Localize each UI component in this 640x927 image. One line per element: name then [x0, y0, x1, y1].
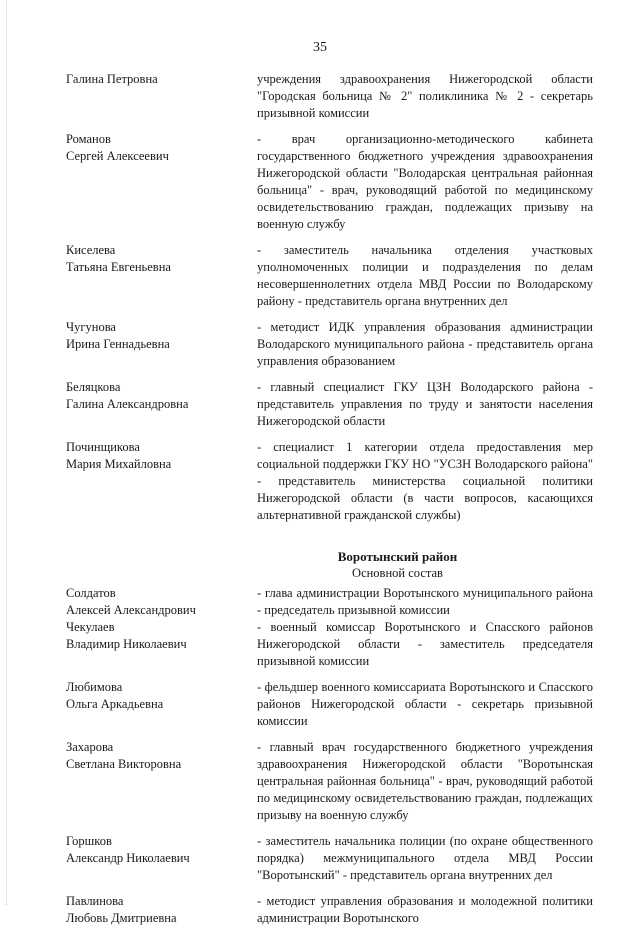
section-title: Воротынский район: [337, 549, 458, 564]
page-edge: [6, 0, 7, 905]
member-surname: Чугунова: [66, 320, 116, 334]
member-role: - заместитель начальника отделения участковых уполномоченных полиции и подразделения по делам несовершеннолетних отдела МВД России по Володарскому району - представитель органа внутренних дел: [257, 243, 593, 308]
member-name: [66, 379, 249, 413]
member-surname: Романов: [66, 132, 111, 146]
member-surname: Чекулаев: [66, 620, 115, 634]
member-name: [66, 679, 249, 713]
member-role: - фельдшер военного комиссариата Воротынского и Спасского районов Нижегородской области - секретарь призывной комиссии: [257, 680, 593, 728]
member-surname: Галина Петровна: [66, 72, 158, 86]
member-role: - глава администрации Воротынского муниципального района - председатель призывной комиссии: [257, 586, 593, 617]
member-name: [66, 893, 249, 927]
member-given-name: Алексей Александрович: [66, 603, 196, 617]
member-surname: Солдатов: [66, 586, 116, 600]
member-surname: Починщикова: [66, 440, 140, 454]
document-body: [66, 71, 594, 927]
member-entry: [66, 71, 594, 122]
member-role: - военный комиссар Воротынского и Спасского районов Нижегородской области - заместитель председателя призывной комиссии: [257, 620, 593, 668]
member-surname: Киселева: [66, 243, 116, 257]
member-entry: [66, 619, 594, 670]
member-surname: Захарова: [66, 740, 114, 754]
member-entry: [66, 131, 594, 233]
member-surname: Любимова: [66, 680, 123, 694]
member-role: - врач организационно-методического кабинета государственного бюджетного учреждения здравоохранения Нижегородской области "Володарская центральная районная больница" - врач, руководящий работой по медицинскому освидетельствованию граждан, подлежащих призыву на военную службу: [257, 132, 593, 231]
member-name: [66, 319, 249, 353]
member-given-name: Татьяна Евгеньевна: [66, 260, 171, 274]
member-entry: [66, 739, 594, 824]
member-role: - главный специалист ГКУ ЦЗН Володарского района - представитель управления по труду и занятости населения Нижегородской области: [257, 380, 593, 428]
member-role: - главный врач государственного бюджетного учреждения здравоохранения Нижегородской области "Воротынская центральная районная больница" - врач, руководящий работой по медицинскому освидетельствованию граждан, подлежащих призыву на военную службу: [257, 740, 593, 822]
member-surname: Горшков: [66, 834, 112, 848]
member-role: - методист управления образования и молодежной политики администрации Воротынского: [257, 894, 593, 925]
member-entry: [66, 679, 594, 730]
member-entry: [66, 242, 594, 310]
member-name: [66, 585, 249, 619]
member-entry: [66, 319, 594, 370]
member-entry: [66, 833, 594, 884]
member-given-name: Светлана Викторовна: [66, 757, 182, 771]
member-entry: [66, 893, 594, 927]
member-name: [66, 131, 249, 165]
member-given-name: Любовь Дмитриевна: [66, 911, 177, 925]
member-role: учреждения здравоохранения Нижегородской области "Городская больница № 2" поликлиника № 2 - секретарь призывной комиссии: [257, 72, 593, 120]
member-name: [66, 71, 249, 88]
member-name: [66, 439, 249, 473]
member-given-name: Ирина Геннадьевна: [66, 337, 170, 351]
member-surname: Беляцкова: [66, 380, 121, 394]
member-entry: [66, 585, 594, 619]
member-role: - методист ИДК управления образования администрации Володарского муниципального района - представитель органа управления образованием: [257, 320, 593, 368]
member-given-name: Александр Николаевич: [66, 851, 190, 865]
member-role: - заместитель начальника полиции (по охране общественного порядка) межмуниципального отдела МВД России "Воротынский" - представитель органа внутренних дел: [257, 834, 593, 882]
member-name: [66, 739, 249, 773]
member-given-name: Владимир Николаевич: [66, 637, 187, 651]
member-given-name: Сергей Алексеевич: [66, 149, 169, 163]
member-given-name: Мария Михайловна: [66, 457, 172, 471]
member-given-name: Галина Александровна: [66, 397, 189, 411]
member-entry: [66, 439, 594, 524]
member-given-name: Ольга Аркадьевна: [66, 697, 164, 711]
member-role: - специалист 1 категории отдела предоставления мер социальной поддержки ГКУ НО "УСЗН Володарского района" - представитель министерства социальной политики Нижегородской области (в части вопросов, касающихся альтернативной гражданской службы): [257, 440, 593, 522]
member-entry: [66, 379, 594, 430]
member-surname: Павлинова: [66, 894, 124, 908]
section-subtitle: Основной состав: [352, 566, 443, 580]
page-number: 35: [313, 40, 327, 55]
member-name: [66, 619, 249, 653]
member-name: [66, 833, 249, 867]
member-name: [66, 242, 249, 276]
